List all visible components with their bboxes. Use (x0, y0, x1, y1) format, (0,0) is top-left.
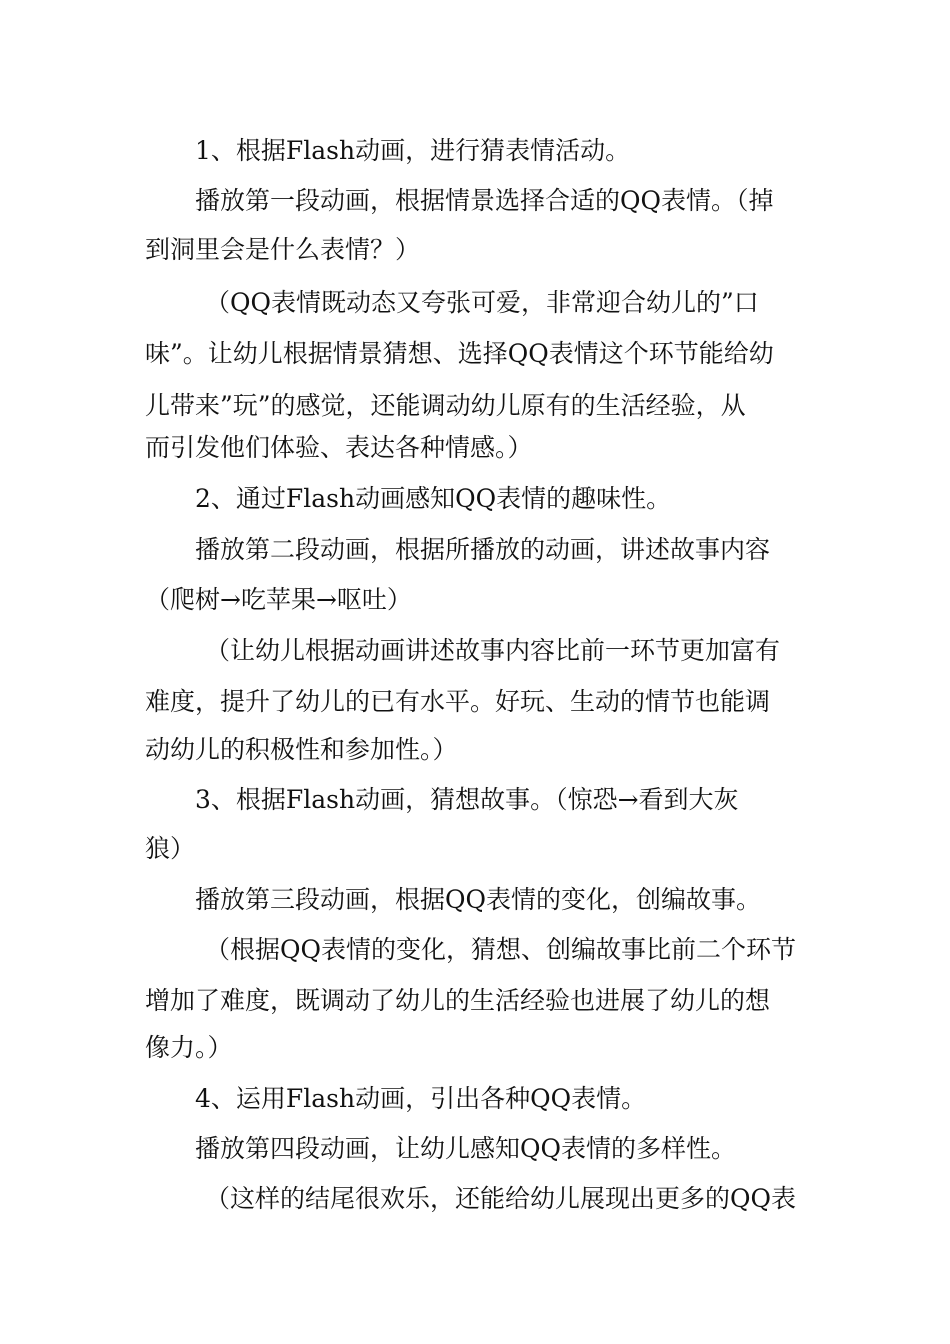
paragraph-line: 播放第二段动画，根据所播放的动画，讲述故事内容 (195, 535, 771, 564)
note-line: 儿带来”玩”的感觉，还能调动幼儿原有的生活经验，从 (145, 391, 746, 420)
paragraph-line: 播放第三段动画，根据QQ表情的变化，创编故事。 (195, 885, 761, 914)
paragraph-line: 播放第四段动画，让幼儿感知QQ表情的多样性。 (195, 1134, 736, 1163)
note-line: 像力。） (145, 1033, 233, 1062)
note-line: （QQ表情既动态又夸张可爱，非常迎合幼儿的”口 (205, 288, 759, 317)
note-line: 味”。让幼儿根据情景猜想、选择QQ表情这个环节能给幼 (145, 339, 774, 368)
note-line: （根据QQ表情的变化，猜想、创编故事比前二个环节 (205, 935, 796, 964)
note-line: （让幼儿根据动画讲述故事内容比前一环节更加富有 (205, 636, 781, 665)
note-line: 难度，提升了幼儿的已有水平。好玩、生动的情节也能调 (145, 687, 771, 716)
paragraph-line: 狼） (145, 834, 196, 863)
heading-step-3: 3、根据Flash动画，猜想故事。（惊恐→看到大灰 (195, 785, 739, 814)
paragraph-line: 播放第一段动画，根据情景选择合适的QQ表情。（掉 (195, 186, 774, 215)
note-line: 而引发他们体验、表达各种情感。） (145, 433, 533, 462)
note-line: （这样的结尾很欢乐，还能给幼儿展现出更多的QQ表 (205, 1184, 796, 1213)
note-line: 动幼儿的积极性和参加性。） (145, 735, 458, 764)
paragraph-line: 到洞里会是什么表情？） (145, 235, 421, 264)
paragraph-line: （爬树→吃苹果→呕吐） (145, 585, 412, 614)
heading-step-1: 1、根据Flash动画，进行猜表情活动。 (195, 136, 631, 165)
note-line: 增加了难度，既调动了幼儿的生活经验也进展了幼儿的想 (145, 986, 771, 1015)
heading-step-4: 4、运用Flash动画，引出各种QQ表情。 (195, 1084, 647, 1113)
heading-step-2: 2、通过Flash动画感知QQ表情的趣味性。 (195, 484, 672, 513)
